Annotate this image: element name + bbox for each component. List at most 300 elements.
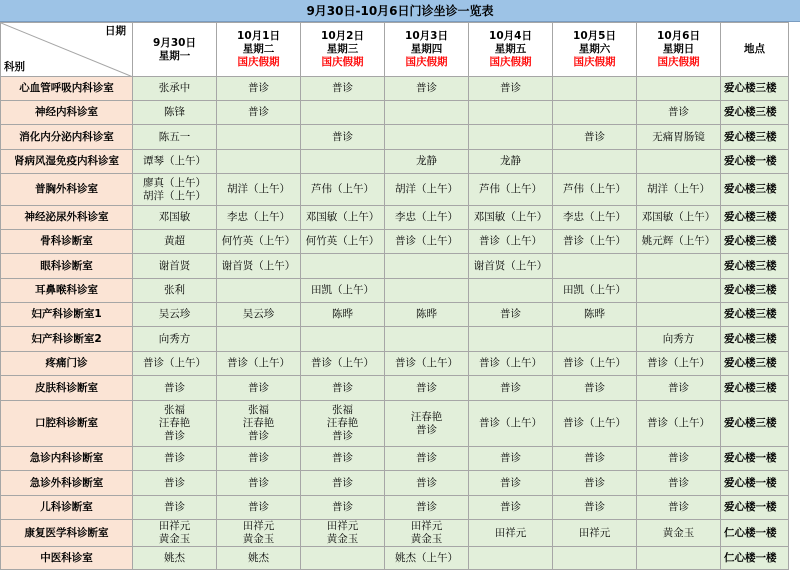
schedule-cell: [553, 206, 637, 230]
schedule-cell: [637, 174, 721, 206]
doctor-entry: 邓国敏（上午）: [473, 211, 548, 223]
table-row: [1, 471, 789, 496]
schedule-cell: [385, 150, 469, 174]
doctor-entry: 张福: [332, 404, 353, 416]
schedule-cell: [301, 254, 385, 279]
schedule-cell: [133, 471, 217, 496]
doctor-entry: 廖真（上午）: [143, 176, 206, 189]
doctor-entry: 谢首贤（上午）: [221, 259, 296, 272]
schedule-cell: [133, 496, 217, 520]
holiday-label: 国庆假期: [237, 56, 280, 68]
location-cell: 爱心楼三楼: [721, 125, 789, 150]
day-date: 10月3日: [405, 30, 448, 42]
location-cell: 仁心楼一楼: [721, 520, 789, 547]
department-name: 妇产科诊断室2: [1, 327, 133, 352]
doctor-entry: 陈晔: [584, 308, 605, 320]
doctor-entry: 普诊: [164, 381, 185, 394]
holiday-label: 国庆假期: [321, 56, 364, 68]
department-name: 耳鼻喉科诊室: [1, 279, 133, 303]
location-cell: 爱心楼三楼: [721, 401, 789, 447]
doctor-entry: 普诊: [500, 381, 521, 394]
schedule-cell: [385, 230, 469, 254]
schedule-cell: [469, 150, 553, 174]
schedule-cell: [385, 547, 469, 570]
schedule-cell: [133, 520, 217, 547]
schedule-cell: [385, 174, 469, 206]
holiday-label: 国庆假期: [573, 56, 616, 68]
doctor-entry: 普诊: [668, 476, 689, 489]
doctor-entry: 陈晔: [416, 308, 437, 320]
doctor-entry: 黄金玉: [242, 533, 275, 545]
doctor-entry: 普诊: [416, 501, 437, 513]
doctor-entry: 普诊: [584, 381, 605, 394]
location-cell: 爱心楼三楼: [721, 327, 789, 352]
schedule-cell: [637, 279, 721, 303]
schedule-cell: [385, 376, 469, 401]
day-date: 10月5日: [573, 30, 616, 42]
doctor-entry: 黄金玉: [326, 533, 359, 545]
doctor-entry: 吴云珍: [158, 308, 191, 320]
schedule-cell: [217, 352, 301, 376]
day-header-3: [385, 23, 469, 77]
schedule-cell: [637, 125, 721, 150]
schedule-cell: [217, 230, 301, 254]
department-name: 儿科诊断室: [1, 496, 133, 520]
schedule-cell: [637, 206, 721, 230]
schedule-cell: [385, 327, 469, 352]
department-name: 骨科诊断室: [1, 230, 133, 254]
schedule-cell: [637, 101, 721, 125]
holiday-label: 国庆假期: [657, 56, 700, 68]
day-weekday: 星期二: [242, 43, 275, 55]
schedule-cell: [301, 125, 385, 150]
day-weekday: 星期日: [662, 43, 695, 55]
doctor-entry: 普诊: [500, 82, 521, 94]
schedule-cell: [553, 150, 637, 174]
schedule-cell: [553, 174, 637, 206]
doctor-entry: 李忠（上午）: [227, 211, 290, 223]
schedule-cell: [469, 327, 553, 352]
doctor-entry: 普诊: [332, 501, 353, 513]
schedule-cell: [217, 520, 301, 547]
doctor-entry: 龙静: [416, 155, 437, 167]
location-cell: 爱心楼三楼: [721, 101, 789, 125]
schedule-cell: [301, 547, 385, 570]
doctor-entry: 邓国敏（上午）: [641, 211, 716, 223]
schedule-cell: [217, 174, 301, 206]
schedule-cell: [301, 150, 385, 174]
table-row: [1, 254, 789, 279]
doctor-entry: 李忠（上午）: [395, 211, 458, 223]
schedule-cell: [301, 520, 385, 547]
doctor-entry: 陈锋: [164, 106, 185, 118]
schedule-cell: [385, 125, 469, 150]
schedule-cell: [469, 125, 553, 150]
doctor-entry: 普诊: [164, 476, 185, 489]
schedule-cell: [301, 496, 385, 520]
doctor-entry: 普诊: [164, 452, 185, 464]
schedule-cell: [553, 447, 637, 471]
schedule-cell: [553, 401, 637, 447]
location-cell: 爱心楼一楼: [721, 150, 789, 174]
doctor-entry: 黄超: [164, 235, 185, 247]
table-row: [1, 125, 789, 150]
schedule-cell: [217, 279, 301, 303]
department-name: 急诊内科诊断室: [1, 447, 133, 471]
doctor-entry: 普诊: [248, 82, 269, 94]
doctor-entry: 普诊（上午）: [143, 357, 206, 369]
schedule-cell: [385, 303, 469, 327]
schedule-cell: [553, 471, 637, 496]
doctor-entry: 普诊: [584, 476, 605, 489]
doctor-entry: 普诊: [332, 130, 353, 143]
schedule-cell: [553, 279, 637, 303]
schedule-cell: [301, 279, 385, 303]
schedule-cell: [217, 547, 301, 570]
doctor-entry: 张福: [248, 404, 269, 416]
table-row: [1, 376, 789, 401]
doctor-entry: 龙静: [500, 155, 521, 167]
corner-date-label: 日期: [105, 25, 126, 37]
doctor-entry: 姚杰（上午）: [395, 551, 458, 564]
table-row: [1, 230, 789, 254]
doctor-entry: 胡洋（上午）: [647, 183, 710, 195]
doctor-entry: 普诊: [248, 501, 269, 513]
location-cell: 爱心楼一楼: [721, 496, 789, 520]
department-name: 普胸外科诊室: [1, 174, 133, 206]
doctor-entry: 普诊（上午）: [479, 235, 542, 247]
schedule-cell: [385, 520, 469, 547]
schedule-cell: [217, 254, 301, 279]
doctor-entry: 普诊（上午）: [647, 417, 710, 429]
doctor-entry: 谢首贤（上午）: [473, 259, 548, 272]
schedule-table: [0, 22, 789, 570]
doctor-entry: 普诊（上午）: [311, 357, 374, 369]
schedule-cell: [301, 471, 385, 496]
schedule-cell: [301, 327, 385, 352]
schedule-cell: [217, 77, 301, 101]
table-row: [1, 101, 789, 125]
doctor-entry: 普诊（上午）: [563, 357, 626, 369]
schedule-cell: [217, 327, 301, 352]
doctor-entry: 普诊: [668, 381, 689, 394]
schedule-cell: [133, 447, 217, 471]
doctor-entry: 普诊: [164, 501, 185, 513]
doctor-entry: 普诊: [332, 82, 353, 94]
schedule-cell: [133, 230, 217, 254]
schedule-cell: [637, 327, 721, 352]
doctor-entry: 邓国敏: [158, 211, 191, 223]
location-cell: 爱心楼三楼: [721, 279, 789, 303]
doctor-entry: 向秀方: [158, 332, 191, 345]
doctor-entry: 谭琴（上午）: [143, 155, 206, 167]
department-name: 皮肤科诊断室: [1, 376, 133, 401]
schedule-cell: [217, 471, 301, 496]
schedule-cell: [469, 352, 553, 376]
corner-cell: [1, 23, 133, 77]
schedule-cell: [469, 447, 553, 471]
schedule-cell: [385, 471, 469, 496]
schedule-cell: [217, 101, 301, 125]
schedule-cell: [133, 101, 217, 125]
schedule-cell: [133, 150, 217, 174]
schedule-cell: [637, 150, 721, 174]
schedule-cell: [553, 520, 637, 547]
doctor-entry: 普诊: [668, 452, 689, 464]
doctor-entry: 向秀方: [662, 332, 695, 345]
table-row: [1, 520, 789, 547]
location-header: 地点: [721, 23, 789, 77]
doctor-entry: 普诊: [248, 430, 269, 442]
schedule-cell: [133, 279, 217, 303]
schedule-cell: [133, 206, 217, 230]
schedule-cell: [553, 230, 637, 254]
doctor-entry: 胡洋（上午）: [227, 183, 290, 195]
schedule-cell: [469, 520, 553, 547]
schedule-cell: [385, 206, 469, 230]
schedule-cell: [553, 101, 637, 125]
doctor-entry: 普诊: [500, 501, 521, 513]
doctor-entry: 普诊（上午）: [479, 357, 542, 369]
schedule-cell: [553, 496, 637, 520]
schedule-cell: [301, 303, 385, 327]
location-cell: 爱心楼三楼: [721, 77, 789, 101]
schedule-cell: [133, 254, 217, 279]
day-header-5: [553, 23, 637, 77]
location-cell: 爱心楼三楼: [721, 206, 789, 230]
schedule-cell: [469, 101, 553, 125]
day-header-4: [469, 23, 553, 77]
doctor-entry: 普诊（上午）: [563, 417, 626, 429]
schedule-cell: [553, 254, 637, 279]
location-cell: 爱心楼一楼: [721, 447, 789, 471]
doctor-entry: 汪春艳: [326, 417, 359, 429]
day-date: 10月6日: [657, 30, 700, 42]
doctor-entry: 姚杰: [248, 551, 269, 564]
day-weekday: 星期六: [578, 43, 611, 55]
department-name: 口腔科诊断室: [1, 401, 133, 447]
schedule-cell: [133, 547, 217, 570]
location-cell: 爱心楼三楼: [721, 376, 789, 401]
doctor-entry: 张利: [164, 284, 185, 296]
department-name: 疼痛门诊: [1, 352, 133, 376]
doctor-entry: 普诊: [584, 452, 605, 464]
schedule-cell: [553, 77, 637, 101]
doctor-entry: 陈五一: [158, 130, 191, 143]
schedule-cell: [301, 101, 385, 125]
schedule-cell: [553, 376, 637, 401]
location-cell: 爱心楼三楼: [721, 230, 789, 254]
department-name: 心血管呼吸内科诊室: [1, 77, 133, 101]
schedule-cell: [469, 206, 553, 230]
location-cell: 仁心楼一楼: [721, 547, 789, 570]
schedule-cell: [637, 401, 721, 447]
day-weekday: 星期四: [410, 43, 443, 55]
schedule-cell: [553, 125, 637, 150]
doctor-entry: 田祥元: [494, 526, 527, 539]
schedule-cell: [133, 376, 217, 401]
schedule-cell: [133, 303, 217, 327]
department-name: 肾病风湿免疫内科诊室: [1, 150, 133, 174]
schedule-cell: [385, 279, 469, 303]
schedule-cell: [385, 254, 469, 279]
schedule-cell: [301, 376, 385, 401]
table-row: [1, 174, 789, 206]
doctor-entry: 吴云珍: [242, 308, 275, 320]
header-row: [1, 23, 789, 77]
corner-dept-label: 科别: [4, 61, 25, 73]
schedule-cell: [469, 496, 553, 520]
schedule-cell: [217, 401, 301, 447]
schedule-cell: [133, 125, 217, 150]
doctor-entry: 胡洋（上午）: [395, 183, 458, 195]
department-name: 妇产科诊断室1: [1, 303, 133, 327]
department-name: 中医科诊室: [1, 547, 133, 570]
department-name: 神经泌尿外科诊室: [1, 206, 133, 230]
doctor-entry: 普诊: [416, 476, 437, 489]
doctor-entry: 汪春艳: [242, 417, 275, 429]
doctor-entry: 普诊（上午）: [479, 417, 542, 429]
schedule-cell: [469, 254, 553, 279]
schedule-cell: [637, 254, 721, 279]
schedule-cell: [217, 496, 301, 520]
schedule-cell: [469, 230, 553, 254]
schedule-cell: [301, 174, 385, 206]
doctor-entry: 芦伟（上午）: [479, 183, 542, 195]
table-row: [1, 496, 789, 520]
schedule-cell: [385, 101, 469, 125]
day-date: 10月2日: [321, 30, 364, 42]
table-row: [1, 547, 789, 570]
doctor-entry: 普诊: [332, 430, 353, 442]
schedule-cell: [217, 150, 301, 174]
schedule-cell: [637, 77, 721, 101]
doctor-entry: 田凯（上午）: [563, 284, 626, 296]
doctor-entry: 黄金玉: [158, 533, 191, 545]
schedule-cell: [469, 376, 553, 401]
doctor-entry: 普诊: [584, 130, 605, 143]
schedule-cell: [637, 230, 721, 254]
doctor-entry: 姚杰: [164, 551, 185, 564]
location-cell: 爱心楼三楼: [721, 352, 789, 376]
schedule-cell: [469, 401, 553, 447]
doctor-entry: 芦伟（上午）: [311, 183, 374, 195]
schedule-cell: [133, 352, 217, 376]
schedule-cell: [637, 471, 721, 496]
schedule-cell: [133, 401, 217, 447]
schedule-cell: [637, 303, 721, 327]
department-name: 消化内分泌内科诊室: [1, 125, 133, 150]
doctor-entry: 何竹英（上午）: [221, 235, 296, 247]
doctor-entry: 普诊: [332, 452, 353, 464]
day-weekday: 星期一: [158, 49, 191, 62]
doctor-entry: 普诊: [668, 106, 689, 118]
doctor-entry: 普诊: [416, 423, 437, 436]
schedule-cell: [469, 279, 553, 303]
schedule-cell: [301, 352, 385, 376]
schedule-cell: [637, 447, 721, 471]
schedule-cell: [217, 206, 301, 230]
schedule-cell: [301, 401, 385, 447]
doctor-entry: 普诊: [500, 476, 521, 489]
doctor-entry: 田祥元: [410, 520, 443, 532]
department-name: 神经内科诊室: [1, 101, 133, 125]
table-row: [1, 401, 789, 447]
table-row: [1, 447, 789, 471]
day-header-2: [301, 23, 385, 77]
day-date: 9月30日: [153, 36, 196, 49]
page-title: 9月30日-10月6日门诊坐诊一览表: [0, 0, 800, 22]
doctor-entry: 普诊: [164, 430, 185, 442]
schedule-cell: [469, 471, 553, 496]
schedule-cell: [217, 125, 301, 150]
schedule-cell: [637, 496, 721, 520]
schedule-cell: [469, 303, 553, 327]
department-name: 急诊外科诊断室: [1, 471, 133, 496]
table-row: [1, 303, 789, 327]
table-row: [1, 352, 789, 376]
holiday-label: 国庆假期: [405, 56, 448, 68]
doctor-entry: 田祥元: [578, 526, 611, 539]
schedule-cell: [301, 230, 385, 254]
day-weekday: 星期三: [326, 43, 359, 55]
doctor-entry: 邓国敏（上午）: [305, 211, 380, 223]
doctor-entry: 张承中: [158, 82, 191, 94]
doctor-entry: 普诊: [584, 501, 605, 513]
doctor-entry: 普诊（上午）: [395, 235, 458, 247]
schedule-cell: [637, 520, 721, 547]
schedule-cell: [217, 376, 301, 401]
table-row: [1, 150, 789, 174]
department-name: 康复医学科诊断室: [1, 520, 133, 547]
doctor-entry: 田祥元: [158, 520, 191, 532]
schedule-cell: [133, 327, 217, 352]
doctor-entry: 田祥元: [242, 520, 275, 532]
location-cell: 爱心楼三楼: [721, 303, 789, 327]
doctor-entry: 谢首贤: [158, 259, 191, 272]
doctor-entry: 普诊: [668, 501, 689, 513]
schedule-cell: [553, 352, 637, 376]
doctor-entry: 普诊: [332, 476, 353, 489]
schedule-cell: [385, 447, 469, 471]
doctor-entry: 李忠（上午）: [563, 211, 626, 223]
day-date: 10月1日: [237, 30, 280, 42]
schedule-cell: [553, 547, 637, 570]
doctor-entry: 张福: [164, 404, 185, 416]
doctor-entry: 田凯（上午）: [311, 284, 374, 296]
location-cell: 爱心楼一楼: [721, 471, 789, 496]
doctor-entry: 普诊（上午）: [227, 357, 290, 369]
doctor-entry: 芦伟（上午）: [563, 183, 626, 195]
schedule-cell: [385, 496, 469, 520]
doctor-entry: 普诊: [248, 106, 269, 118]
table-row: [1, 327, 789, 352]
schedule-cell: [469, 547, 553, 570]
schedule-cell: [469, 77, 553, 101]
doctor-entry: 姚元辉（上午）: [641, 235, 716, 247]
doctor-entry: 何竹英（上午）: [305, 235, 380, 247]
schedule-cell: [385, 401, 469, 447]
schedule-cell: [133, 77, 217, 101]
schedule-cell: [637, 547, 721, 570]
doctor-entry: 陈晔: [332, 308, 353, 320]
doctor-entry: 无痛胃肠镜: [652, 130, 705, 143]
schedule-cell: [217, 447, 301, 471]
doctor-entry: 普诊: [248, 476, 269, 489]
doctor-entry: 黄金玉: [662, 526, 695, 539]
doctor-entry: 普诊（上午）: [395, 357, 458, 369]
doctor-entry: 田祥元: [326, 520, 359, 532]
